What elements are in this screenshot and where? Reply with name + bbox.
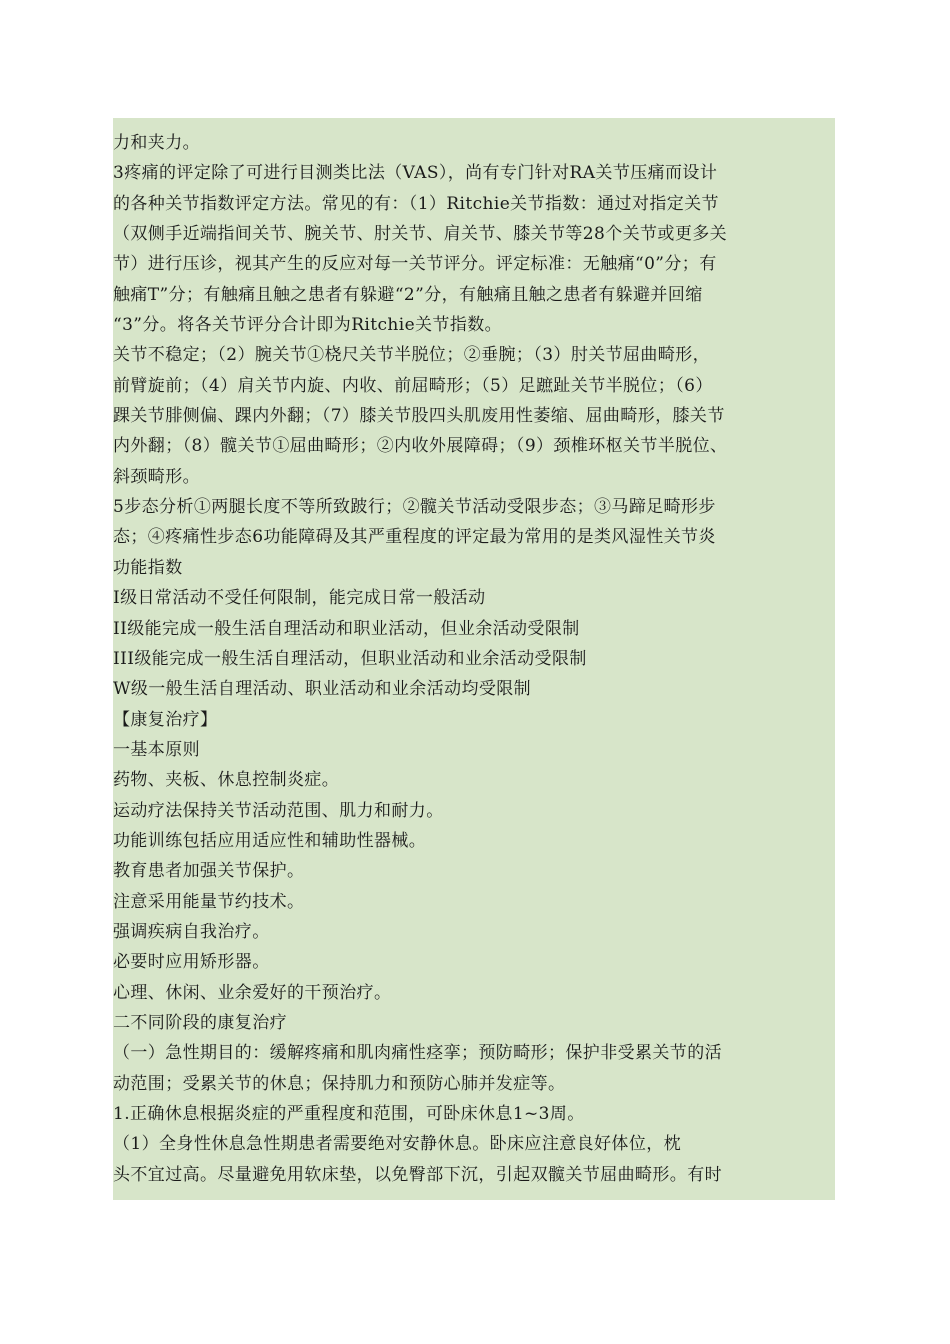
text-line: 踝关节腓侧偏、踝内外翻；（7）膝关节股四头肌废用性萎缩、屈曲畸形，膝关节 <box>113 406 725 427</box>
text-line: 心理、休闲、业余爱好的干预治疗。 <box>113 982 392 1003</box>
text-line: 态；④疼痛性步态6功能障碍及其严重程度的评定最为常用的是类风湿性关节炎 <box>113 527 716 548</box>
text-line: 关节不稳定；（2）腕关节①桡尺关节半脱位；②垂腕；（3）肘关节屈曲畸形， <box>113 345 711 366</box>
text-line: 强调疾病自我治疗。 <box>113 921 270 942</box>
text-line: 教育患者加强关节保护。 <box>113 861 305 882</box>
text-line: 头不宜过高。尽量避免用软床垫，以免臀部下沉，引起双髋关节屈曲畸形。有时 <box>113 1164 722 1185</box>
text-line: 前臂旋前；（4）肩关节内旋、内收、前屈畸形；（5）足蹠趾关节半脱位；（6） <box>113 375 713 396</box>
text-line: 一基本原则 <box>113 739 200 760</box>
section-heading: 【康复治疗】 <box>113 709 218 730</box>
text-line: 功能训练包括应用适应性和辅助性器械。 <box>113 830 427 851</box>
text-line: 注意采用能量节约技术。 <box>113 891 305 912</box>
text-line: （一）急性期目的：缓解疼痛和肌肉痛性痉挛；预防畸形；保护非受累关节的活 <box>113 1043 722 1064</box>
text-line: Ⅰ级日常活动不受任何限制，能完成日常一般活动 <box>113 588 486 609</box>
text-line: （双侧手近端指间关节、腕关节、肘关节、肩关节、膝关节等28个关节或更多关 <box>113 224 728 245</box>
text-line: 内外翻；（8）髋关节①屈曲畸形；②内收外展障碍；（9）颈椎环枢关节半脱位、 <box>113 436 728 457</box>
text-line: 斜颈畸形。 <box>113 466 200 487</box>
text-line: 节）进行压诊，视其产生的反应对每一关节评分。评定标准：无触痛“0”分；有 <box>113 254 717 275</box>
text-line: 功能指数 <box>113 557 183 578</box>
text-line: W级一般生活自理活动、职业活动和业余活动均受限制 <box>113 679 532 700</box>
text-line: 的各种关节指数评定方法。常见的有：（1）Ritchie关节指数：通过对指定关节 <box>113 193 719 214</box>
text-line: （1）全身性休息急性期患者需要绝对安静休息。卧床应注意良好体位，枕 <box>113 1134 682 1155</box>
text-line: 必要时应用矫形器。 <box>113 952 270 973</box>
text-line: III级能完成一般生活自理活动，但职业活动和业余活动受限制 <box>113 648 587 669</box>
text-line: 3疼痛的评定除了可进行目测类比法（VAS），尚有专门针对RA关节压痛而设计 <box>113 163 718 184</box>
text-line: “3”分。将各关节评分合计即为Ritchie关节指数。 <box>113 315 503 336</box>
text-line: 力和夹力。 <box>113 133 200 153</box>
text-line: 5步态分析①两腿长度不等所致跛行；②髋关节活动受限步态；③马蹄足畸形步 <box>113 497 716 518</box>
text-line: 触痛T”分；有触痛且触之患者有躲避“2”分，有触痛且触之患者有躲避并回缩 <box>113 284 703 305</box>
text-line: 动范围；受累关节的休息；保持肌力和预防心肺并发症等。 <box>113 1073 566 1094</box>
text-line: 1.正确休息根据炎症的严重程度和范围，可卧床休息1~3周。 <box>113 1104 585 1124</box>
text-line: 二不同阶段的康复治疗 <box>113 1012 287 1033</box>
highlighted-text-block <box>113 118 835 1200</box>
text-line: II级能完成一般生活自理活动和职业活动，但业余活动受限制 <box>113 618 580 639</box>
text-line: 运动疗法保持关节活动范围、肌力和耐力。 <box>113 800 444 821</box>
text-line: 药物、夹板、休息控制炎症。 <box>113 770 340 791</box>
